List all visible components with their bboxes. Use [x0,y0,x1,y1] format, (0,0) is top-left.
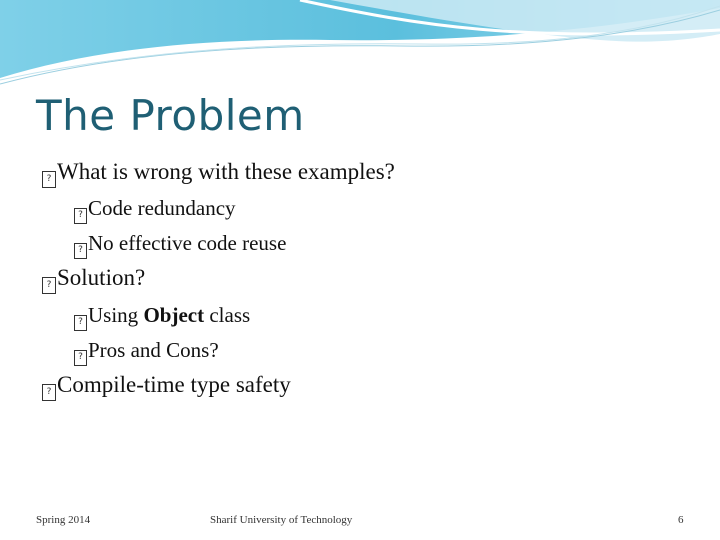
bullet-text: Pros and Cons? [88,338,219,362]
slide-title: The Problem [36,91,305,140]
header-wave-decoration [0,0,720,90]
sub-bullet-using-object-class [74,302,250,331]
bullet-glyph-icon: ? [74,315,87,331]
bullet-text: Solution? [57,265,146,290]
footer-page-number: 6 [678,514,684,526]
bullet-glyph-icon: ? [42,384,56,401]
sub-bullet-code-redundancy [74,195,236,224]
bullet-text-bold: Object [143,303,205,327]
bullet-text: No effective code reuse [88,231,287,255]
bullet-solution [42,264,145,294]
bullet-glyph-icon: ? [42,277,56,294]
bullet-glyph-icon: ? [42,171,56,188]
footer-date: Spring 2014 [36,514,91,526]
bullet-text-pre: Using [88,303,144,327]
bullet-glyph-icon: ? [74,243,87,259]
bullet-glyph-icon: ? [74,350,87,366]
bullet-text: What is wrong with these examples? [57,159,395,184]
sub-bullet-no-code-reuse [74,230,286,259]
bullet-what-is-wrong [42,158,395,188]
bullet-glyph-icon: ? [74,208,87,224]
bullet-text-post: class [204,303,251,327]
footer-institution: Sharif University of Technology [210,514,353,526]
bullet-compile-time-safety [42,371,291,401]
bullet-text: Compile-time type safety [57,372,291,397]
sub-bullet-pros-and-cons [74,337,219,366]
bullet-text: Code redundancy [88,196,236,220]
